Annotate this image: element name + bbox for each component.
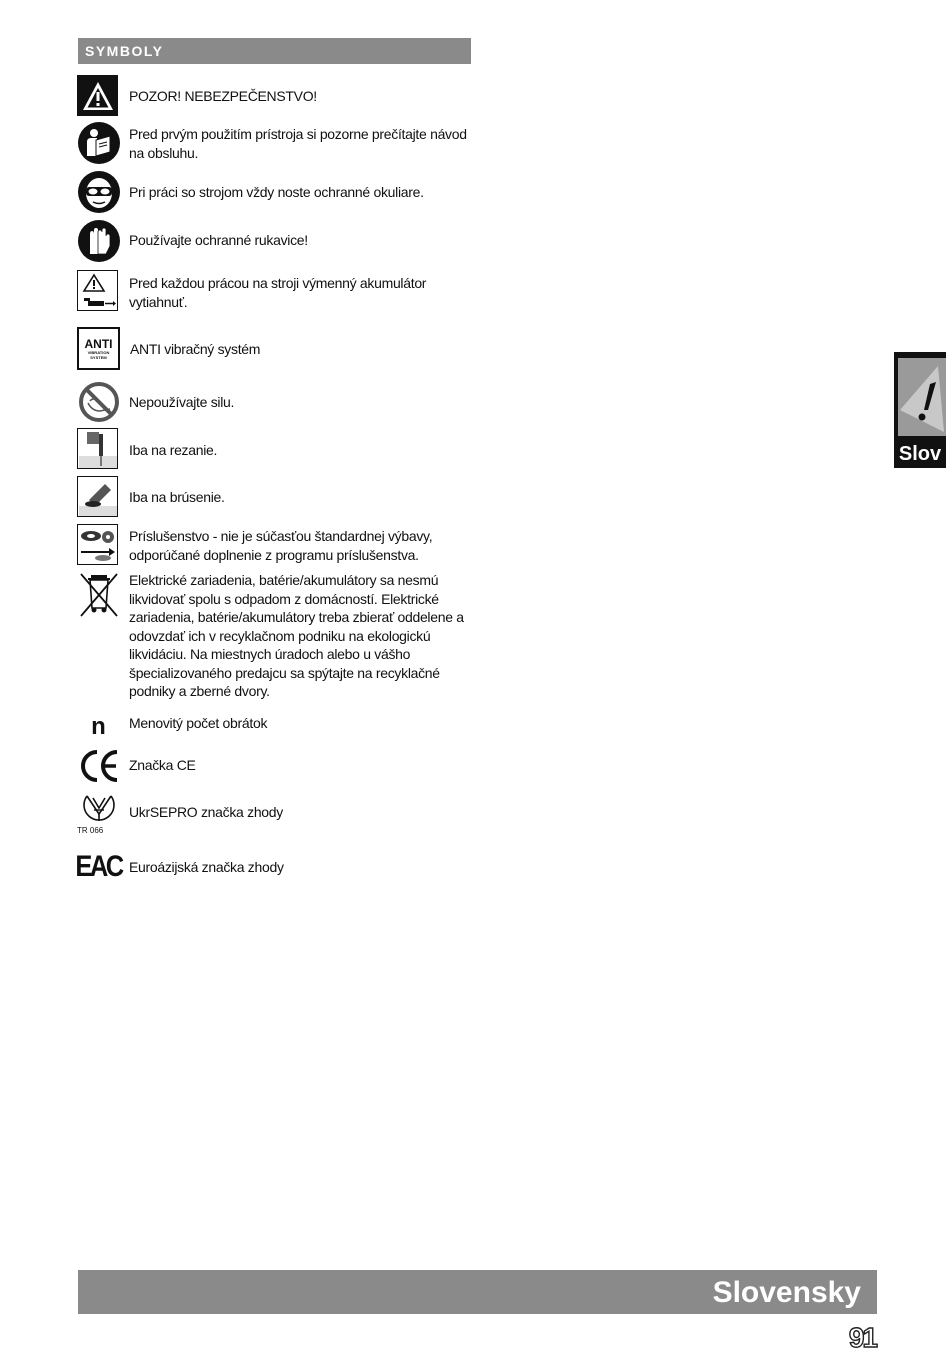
side-tab-label: Slov xyxy=(898,443,942,465)
remove-battery-icon xyxy=(77,270,118,311)
read-manual-icon xyxy=(77,121,120,164)
symbol-text: Menovitý počet obrátok xyxy=(129,715,268,731)
symbol-text: Nepoužívajte silu. xyxy=(129,394,235,410)
warning-exclamation-icon xyxy=(894,352,946,442)
symbol-text: Pred prvým použitím prístroja si pozorne prečítajte návod na obsluhu. xyxy=(129,126,467,161)
anti-badge-top: ANTI xyxy=(84,336,113,351)
cutting-only-icon xyxy=(77,428,118,469)
symbol-text: Iba na brúsenie. xyxy=(129,489,225,505)
language-side-tab xyxy=(894,352,946,468)
symbol-text: POZOR! NEBEZPEČENSTVO! xyxy=(129,88,317,104)
eac-mark-icon: EAC xyxy=(75,849,122,883)
anti-badge-bottom: VIBRATION SYSTEM xyxy=(87,349,110,360)
safety-goggles-icon xyxy=(77,170,120,213)
symbol-text: Elektrické zariadenia, batérie/akumulátory sa nesmú likvidovať spolu s odpadom z domácností. Elektrické zariadenia, batérie/akumulátory treba zbierať oddelene a odovzdať ich v recyklačnom podniku na ekologickú likvidáciu. Na miestnych úradoch alebo u vášho špecializovaného predajcu sa spýtajte na recyklačné podniky a zberné dvory. xyxy=(129,572,464,699)
page-number: 91 xyxy=(848,1322,876,1353)
footer-language-title: Slovensky xyxy=(712,1276,861,1309)
symbol-text: Používajte ochranné rukavice! xyxy=(129,232,308,248)
weee-crossed-bin-icon xyxy=(77,570,120,618)
ukrsepro-caption: TR 066 xyxy=(77,826,104,835)
symbol-text: UkrSEPRO značka zhody xyxy=(129,804,283,820)
footer-language-bar xyxy=(78,1270,877,1314)
grinding-only-icon xyxy=(77,476,118,517)
ce-mark-icon xyxy=(77,744,120,787)
rated-speed-icon: n xyxy=(91,712,106,740)
symbol-text: Príslušenstvo - nie je súčasťou štandardnej výbavy, odporúčané doplnenie z programu príslušenstva. xyxy=(129,528,433,563)
warning-triangle-icon xyxy=(77,75,118,116)
ukrsepro-mark-icon xyxy=(77,788,120,836)
symbol-text: Pri práci so strojom vždy noste ochranné okuliare. xyxy=(129,184,424,200)
symbol-text: ANTI vibračný systém xyxy=(130,341,261,357)
symbol-text: Značka CE xyxy=(129,757,196,773)
accessories-icon xyxy=(77,524,118,565)
no-force-icon xyxy=(77,380,120,423)
protective-gloves-icon xyxy=(77,219,120,262)
symbol-text: Euroázijská značka zhody xyxy=(129,859,284,875)
anti-vibration-icon xyxy=(77,327,120,370)
symbol-text: Iba na rezanie. xyxy=(129,442,218,458)
symbol-text: Pred každou prácou na stroji výmenný akumulátor vytiahnuť. xyxy=(129,275,427,310)
section-header-symbols: SYMBOLY xyxy=(78,38,471,64)
